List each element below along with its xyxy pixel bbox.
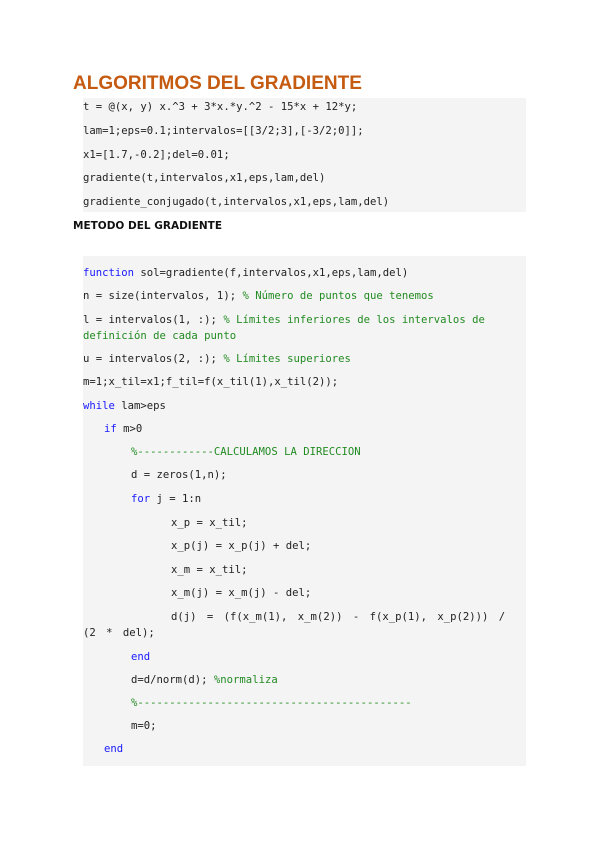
code-line [131, 493, 201, 505]
code-line [83, 400, 166, 412]
code-keyword: end [104, 743, 124, 755]
code-line: x_p = x_til; [171, 517, 248, 529]
code-line: lam=1;eps=0.1;intervalos=[[3/2;3],[-3/2;0]]; [83, 125, 364, 137]
code-text: d=d/norm(d); [131, 674, 214, 686]
code-text: j = 1:n [150, 493, 202, 505]
code-text: lam>eps [114, 400, 166, 412]
code-line [83, 267, 408, 279]
code-line: d = zeros(1,n); [131, 469, 227, 481]
code-line: gradiente_conjugado(t,intervalos,x1,eps,lam,del) [83, 196, 390, 208]
code-line: x_p(j) = x_p(j) + del; [171, 540, 312, 552]
code-line: t = @(x, y) x.^3 + 3*x.*y.^2 - 15*x + 12*y; [83, 101, 358, 113]
section-title: METODO DEL GRADIENTE [73, 220, 222, 232]
code-keyword: function [83, 267, 135, 279]
code-line: x_m = x_til; [171, 564, 248, 576]
gradient-code-block [83, 256, 526, 766]
code-line: m=0; [131, 720, 157, 732]
code-line: x1=[1.7,-0.2];del=0.01; [83, 149, 230, 161]
code-text: m>0 [116, 423, 143, 435]
code-keyword: while [83, 400, 115, 412]
code-line: m=1;x_til=x1;f_til=f(x_til(1),x_til(2)); [83, 376, 339, 388]
code-line [104, 423, 142, 435]
code-line [83, 353, 351, 365]
code-comment: %normaliza [213, 674, 278, 686]
code-text: n = size(intervalos, 1); [83, 290, 243, 302]
code-comment: %------------------------------------------- [131, 697, 412, 709]
code-comment: % Límites inferiores de los intervalos de definición de cada punto [83, 314, 485, 342]
code-comment: %------------CALCULAMOS LA DIRECCION [131, 446, 361, 458]
page-title: ALGORITMOS DEL GRADIENTE [73, 73, 362, 94]
code-keyword: end [131, 651, 151, 663]
code-line [83, 312, 513, 344]
code-text: u = intervalos(2, :); [83, 353, 224, 365]
code-line: gradiente(t,intervalos,x1,eps,lam,del) [83, 172, 326, 184]
code-text: sol=gradiente(f,intervalos,x1,eps,lam,del) [134, 267, 409, 279]
code-line [131, 674, 278, 686]
code-line [83, 290, 434, 302]
code-comment: % Número de puntos que tenemos [242, 290, 434, 302]
code-line: x_m(j) = x_m(j) - del; [171, 587, 312, 599]
code-comment: % Límites superiores [223, 353, 351, 365]
code-line: d(j) = (f(x_m(1), x_m(2)) - f(x_p(1), x_p(2))) / (2 * del); [83, 611, 506, 639]
code-keyword: for [131, 493, 151, 505]
code-text: l = intervalos(1, :); [83, 314, 224, 326]
code-keyword: if [104, 423, 117, 435]
setup-code-block [83, 98, 526, 212]
